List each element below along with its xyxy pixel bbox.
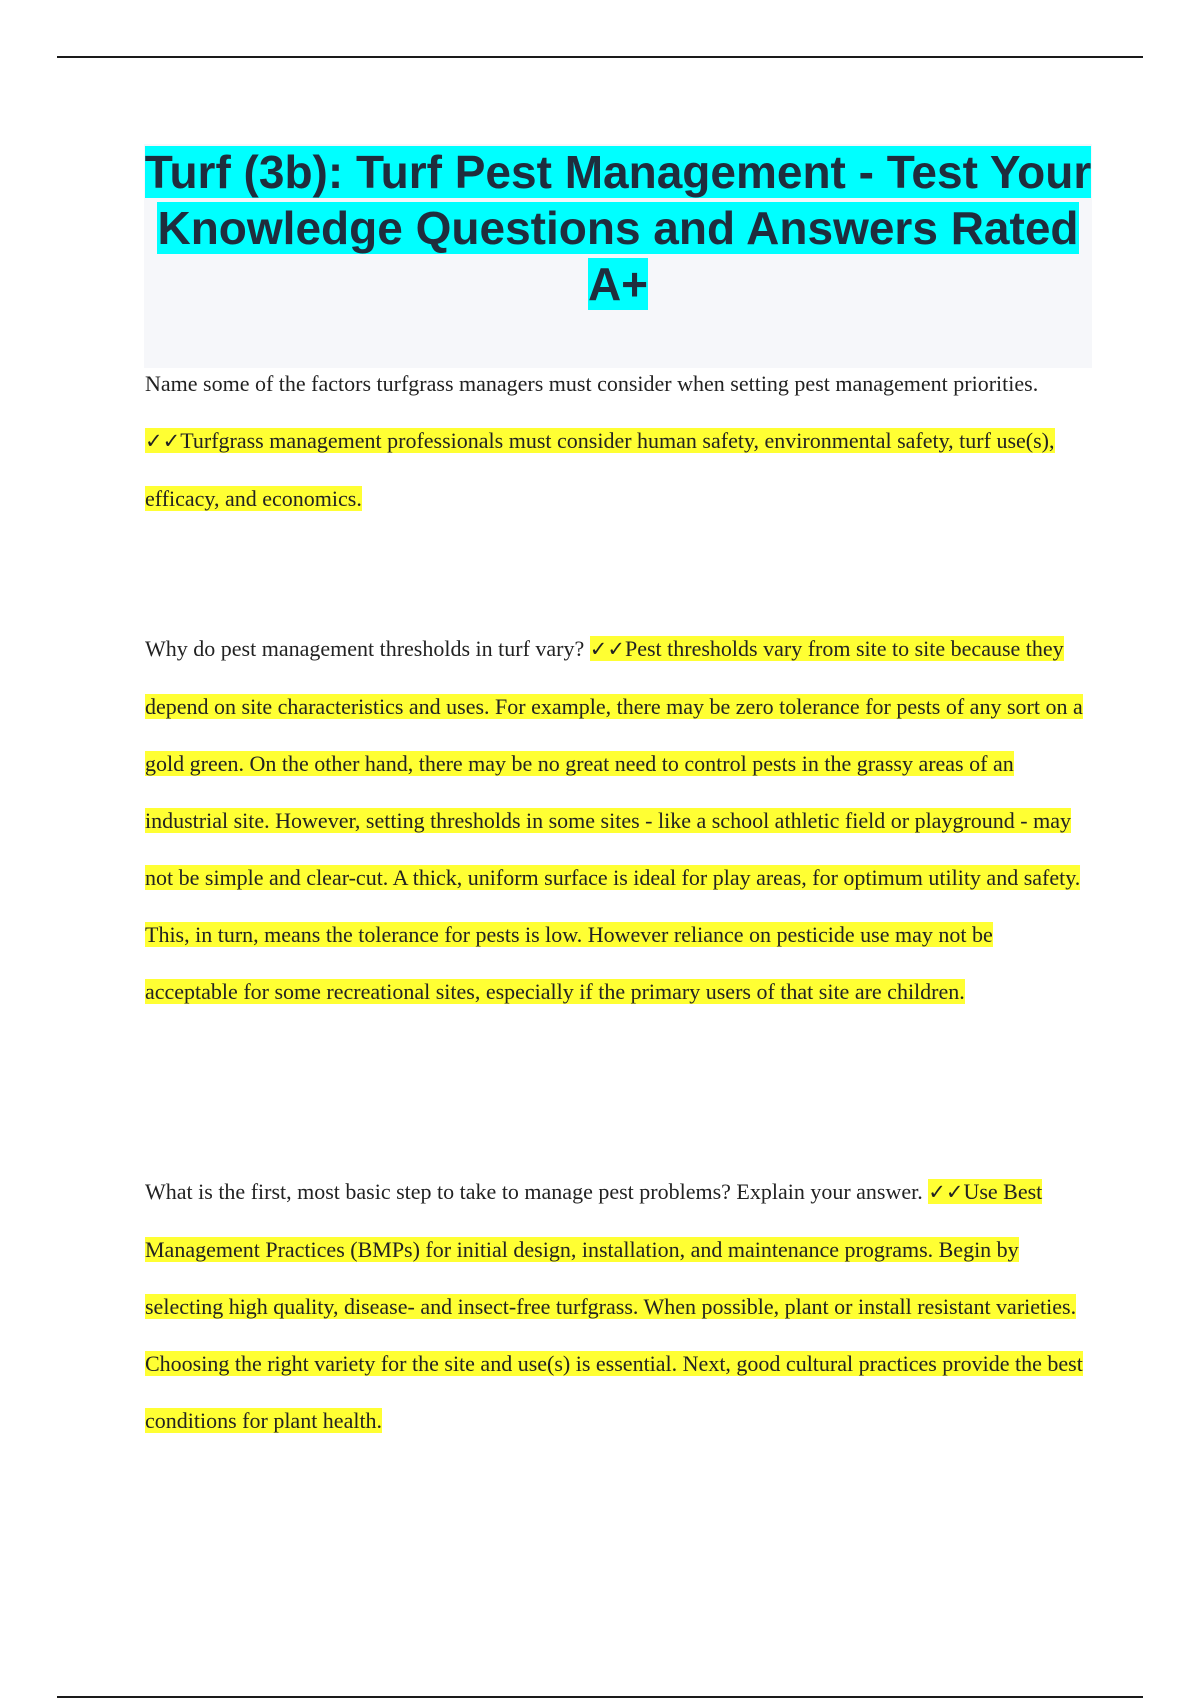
answer-3: Use Best Management Practices (BMPs) for initial design, installation, and maintenance programs. Begin by selecting high quality, disease- and insect-free turfgrass. When possible, plant or install resistant varieties. Choosing the right variety for the site and use(s) is essential. Next, good cultural practices provide the best conditions for plant health. xyxy=(145,1179,1083,1433)
answer-3-highlight xyxy=(145,1179,1083,1433)
document-title xyxy=(144,144,1092,312)
question-3: What is the first, most basic step to take to manage pest problems? Explain your answer. xyxy=(145,1179,923,1204)
answer-2-highlight xyxy=(145,636,1083,1004)
qa-item-2 xyxy=(145,620,1090,1020)
title-block xyxy=(144,144,1092,368)
answer-2: Pest thresholds vary from site to site because they depend on site characteristics and uses. For example, there may be zero tolerance for pests of any sort on a gold green. On the other hand, there may be no great need to control pests in the grassy areas of an industrial site. However, setting thresholds in some sites - like a school athletic field or playground - may not be simple and clear-cut. A thick, uniform surface is ideal for play areas, for optimum utility and safety. This, in turn, means the tolerance for pests is low. However reliance on pesticide use may not be acceptable for some recreational sites, especially if the primary users of that site are children. xyxy=(145,636,1083,1004)
answer-1: Turfgrass management professionals must consider human safety, environmental safety, turf use(s), efficacy, and economics. xyxy=(145,428,1055,511)
question-1: Name some of the factors turfgrass managers must consider when setting pest management priorities. xyxy=(145,371,1039,396)
bottom-divider xyxy=(57,1696,1143,1698)
answer-1-highlight xyxy=(145,428,1055,511)
question-2: Why do pest management thresholds in turf vary? xyxy=(145,636,585,661)
qa-item-3 xyxy=(145,1163,1090,1449)
check-mark-icon: ✓✓ xyxy=(145,429,181,453)
top-divider xyxy=(57,56,1143,58)
qa-item-1 xyxy=(145,355,1090,527)
check-mark-icon: ✓✓ xyxy=(928,1180,964,1204)
check-mark-icon: ✓✓ xyxy=(589,637,625,661)
document-title-text: Turf (3b): Turf Pest Management - Test Your Knowledge Questions and Answers Rated A+ xyxy=(144,146,1092,310)
